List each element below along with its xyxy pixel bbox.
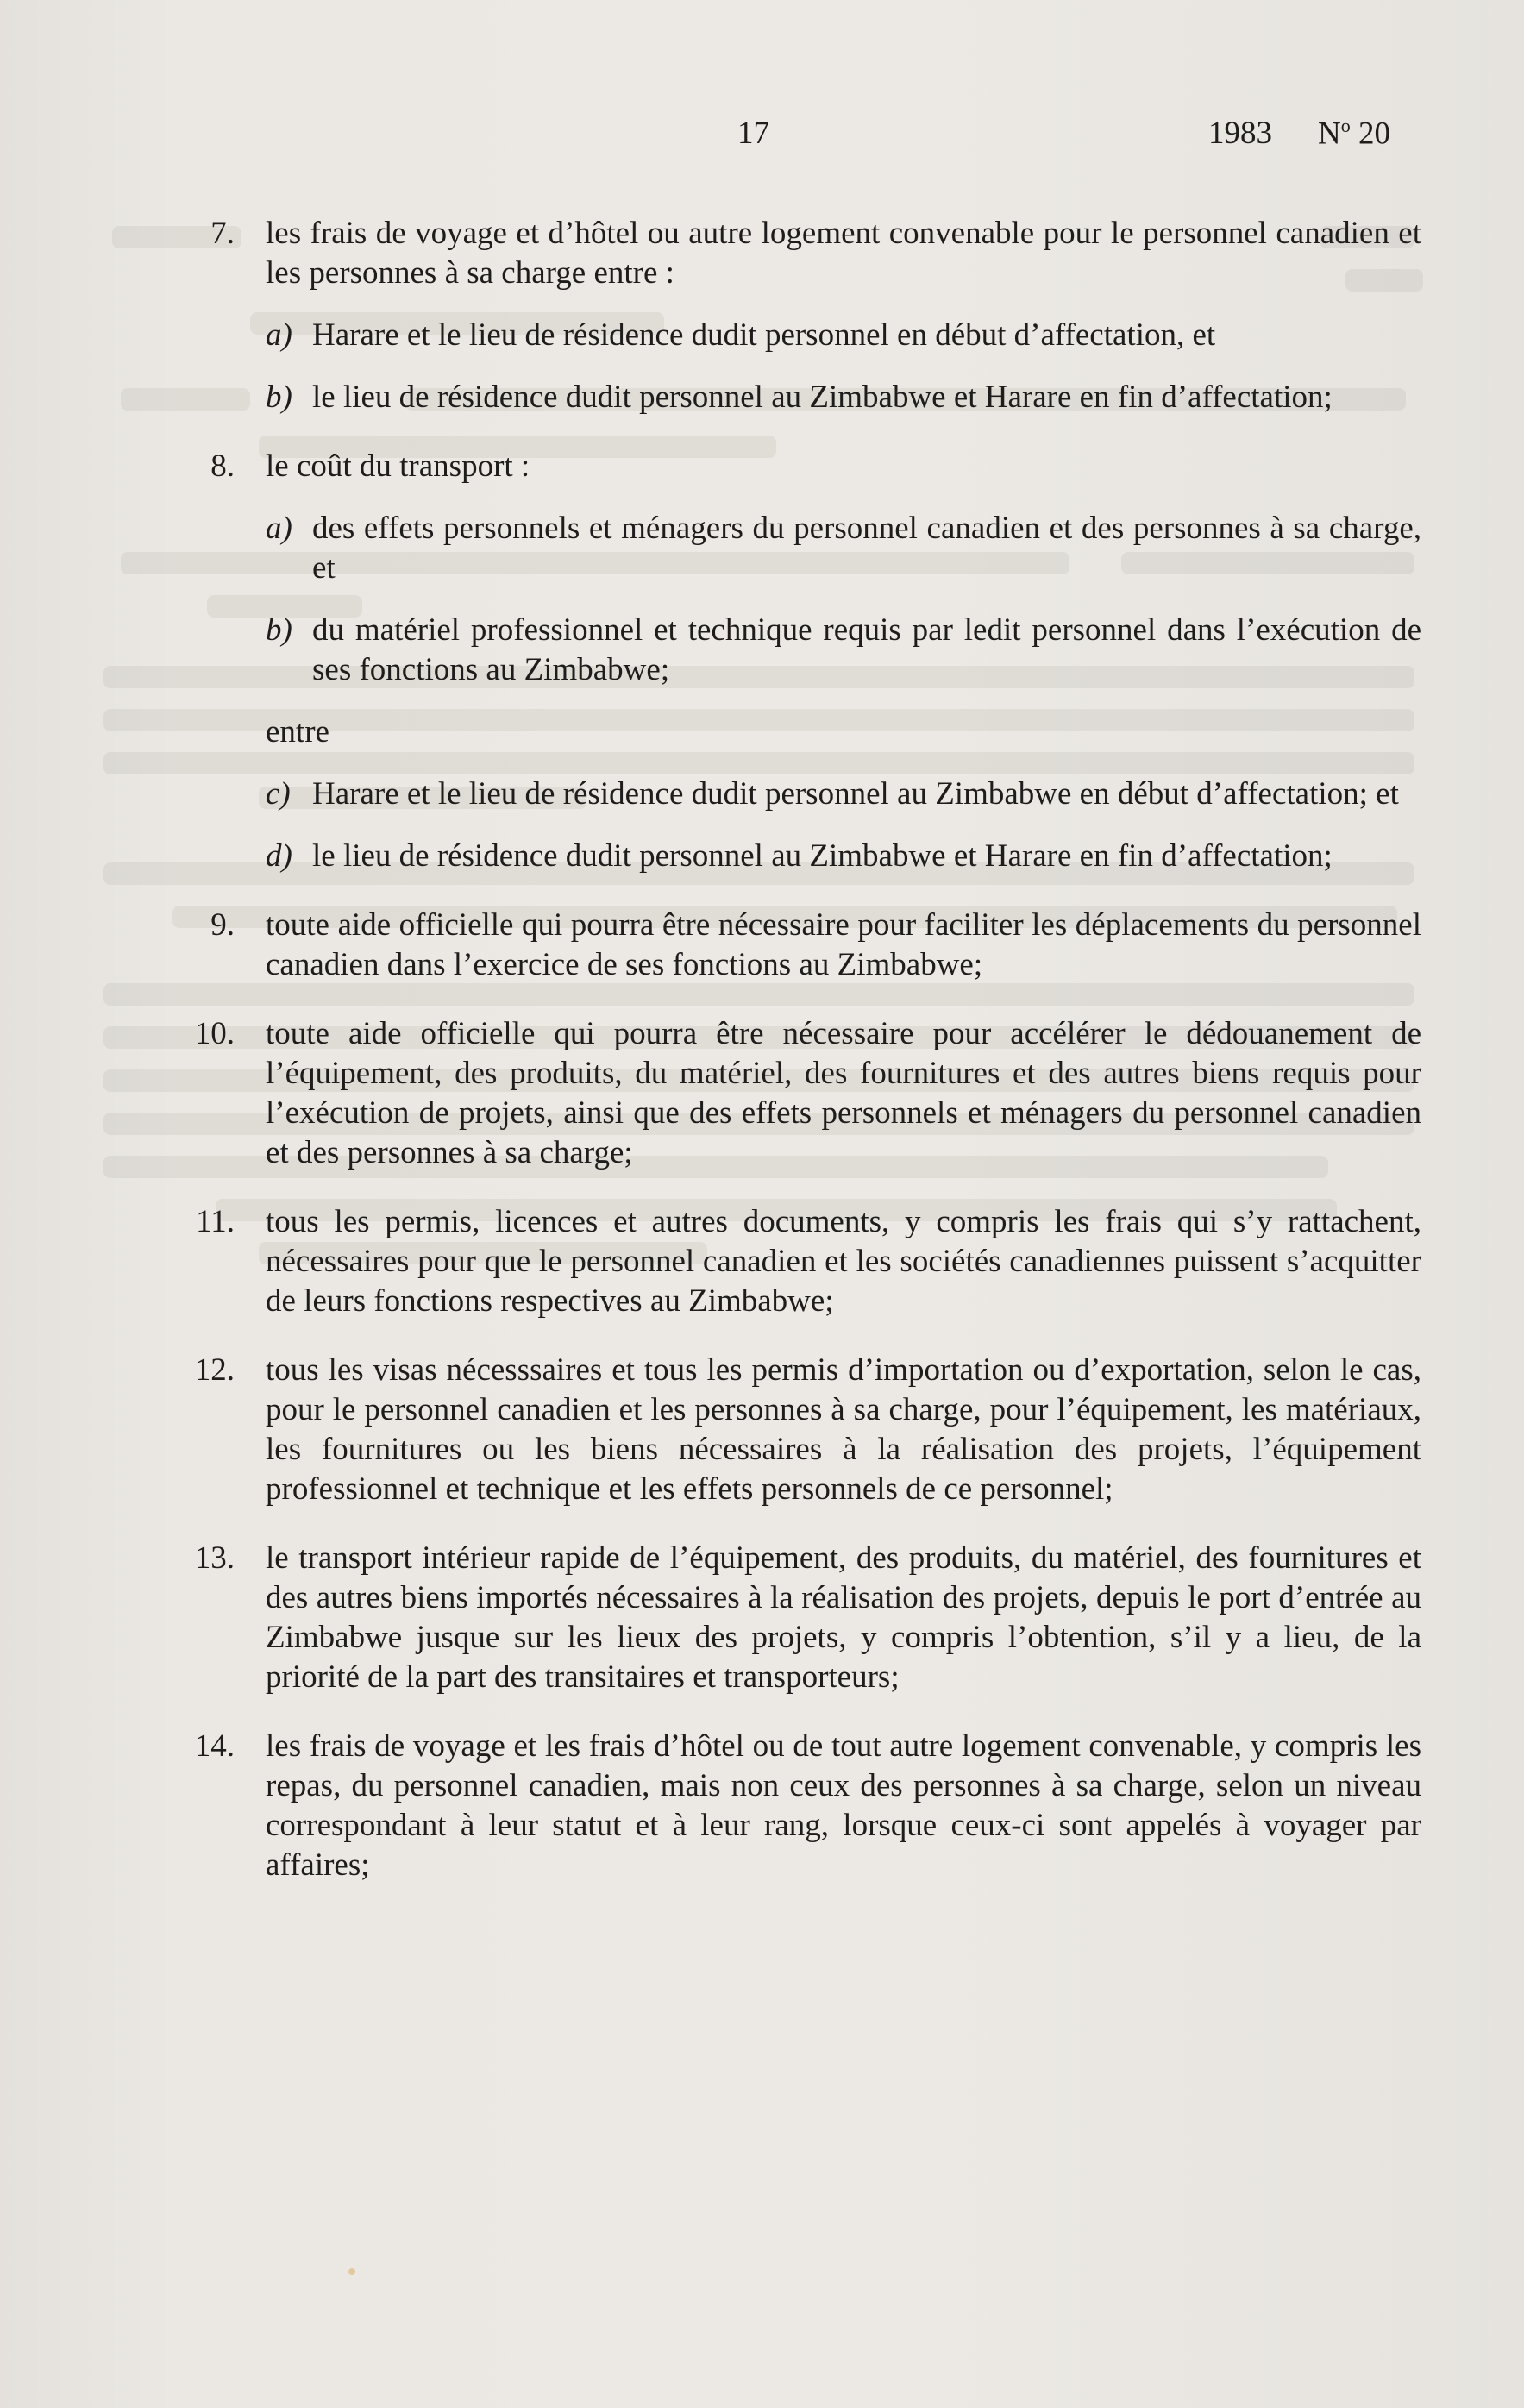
sub-item-text: du matériel professionnel et technique requis par ledit personnel dans l’exécution de ses fonctions au Zimbabwe; <box>312 612 1421 687</box>
sub-item-text: Harare et le lieu de résidence dudit personnel au Zimbabwe en début d’affectation; et <box>312 776 1399 812</box>
item-number: 13. <box>194 1540 235 1576</box>
item-text: les frais de voyage et les frais d’hôtel ou de tout autre logement convenable, y compris les repas, du personnel canadien, mais non ceux des personnes à sa charge, selon un niveau correspondant à leur statut et à leur rang, lorsque ceux-ci sont appelés à voyager par affaires; <box>266 1728 1421 1883</box>
sub-item-label: b) <box>266 612 292 648</box>
sub-item-text: des effets personnels et ménagers du personnel canadien et des personnes à sa charge, et <box>312 511 1421 586</box>
item-text: le coût du transport : <box>266 448 530 484</box>
paper-speck <box>348 2268 355 2275</box>
item-number: 7. <box>210 216 235 251</box>
document-body <box>0 214 1524 1915</box>
sub-item-label: a) <box>266 317 292 353</box>
list-item-11 <box>0 1202 1524 1321</box>
sub-item-text: Harare et le lieu de résidence dudit personnel en début d’affectation, et <box>312 317 1216 353</box>
list-item-8 <box>0 447 1524 876</box>
item-number: 8. <box>210 448 235 484</box>
sub-item-b <box>0 611 1524 690</box>
entre-text: entre <box>266 714 329 749</box>
header-year: 1983 <box>1208 116 1272 151</box>
item-number: 14. <box>194 1728 235 1764</box>
sub-item-a <box>0 316 1524 355</box>
header-number: $N^o$ 20 <box>1318 115 1390 152</box>
item-text: tous les permis, licences et autres documents, y compris les frais qui s’y rattachent, nécessaires pour que le personnel canadien et les sociétés canadiennes puissent s’acquitter de leurs fonctions respectives au Zimbabwe; <box>266 1204 1421 1319</box>
sub-item-label: d) <box>266 838 292 874</box>
sub-item-b <box>0 378 1524 417</box>
list-item-10 <box>0 1014 1524 1173</box>
item-text: tous les visas nécesssaires et tous les permis d’importation ou d’exportation, selon le cas, pour le personnel canadien et les personnes à sa charge, pour l’équipement, les matériaux, les fournitures ou les biens nécessaires à la réalisation des projets, l’équipement professionnel et technique et les effets personnels de ce personnel; <box>266 1352 1421 1507</box>
page-number: 17 <box>737 116 769 151</box>
item-text: les frais de voyage et d’hôtel ou autre logement convenable pour le personnel canadien et les personnes à sa charge entre : <box>266 216 1421 291</box>
list-item-14 <box>0 1727 1524 1885</box>
list-item-7 <box>0 214 1524 417</box>
sub-item-text: le lieu de résidence dudit personnel au Zimbabwe et Harare en fin d’affectation; <box>312 838 1333 874</box>
item-text: toute aide officielle qui pourra être nécessaire pour faciliter les déplacements du personnel canadien dans l’exercice de ses fonctions au Zimbabwe; <box>266 907 1421 982</box>
sub-item-a <box>0 509 1524 588</box>
item-number: 12. <box>194 1352 235 1388</box>
sub-item-text: le lieu de résidence dudit personnel au Zimbabwe et Harare en fin d’affectation; <box>312 379 1333 415</box>
sub-item-c <box>0 774 1524 814</box>
list-item-12 <box>0 1351 1524 1509</box>
item-number: 9. <box>210 907 235 943</box>
sub-item-label: a) <box>266 511 292 546</box>
item-text: toute aide officielle qui pourra être nécessaire pour accélérer le dédouanement de l’équipement, des produits, du matériel, des fournitures et des autres biens requis pour l’exécution de projets, ainsi que des effets personnels et ménagers du personnel canadien et des personnes à sa charge; <box>266 1016 1421 1170</box>
sub-item-label: b) <box>266 379 292 415</box>
list-item-13 <box>0 1539 1524 1697</box>
page-header <box>0 115 1524 158</box>
list-item-9 <box>0 906 1524 985</box>
sub-item-d <box>0 837 1524 876</box>
item-text: le transport intérieur rapide de l’équipement, des produits, du matériel, des fournitures et des autres biens importés nécessaires à la réalisation des projets, depuis le port d’entrée au Zimbabwe jusque sur les lieux des projets, y compris l’obtention, s’il y a lieu, de la priorité de la part des transitaires et transporteurs; <box>266 1540 1421 1695</box>
item-number: 11. <box>196 1204 235 1239</box>
item-number: 10. <box>194 1016 235 1051</box>
sub-item-label: c) <box>266 776 291 812</box>
